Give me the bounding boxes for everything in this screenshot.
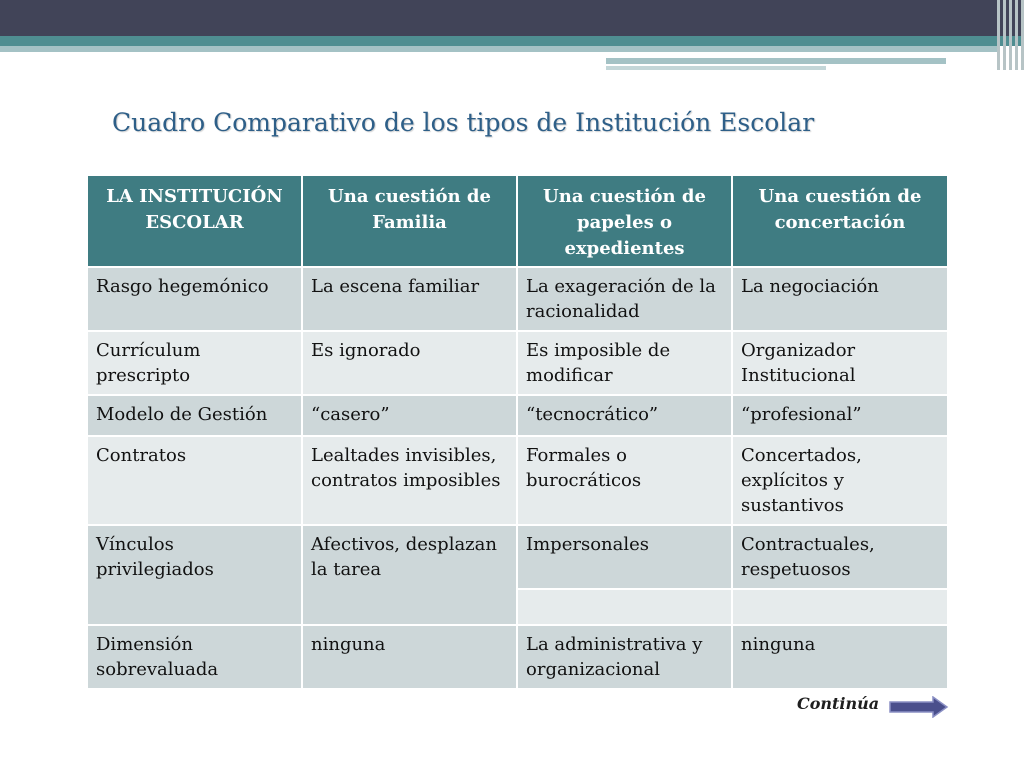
- table-cell: Contratos: [87, 436, 302, 525]
- right-arrow-icon[interactable]: [889, 696, 949, 718]
- header-cell-institucion: LA INSTITUCIÓN ESCOLAR: [87, 175, 302, 267]
- table-cell: Es ignorado: [302, 331, 517, 395]
- table-row: [87, 525, 948, 589]
- table-row: [87, 331, 948, 395]
- table-cell: Modelo de Gestión: [87, 395, 302, 436]
- table-cell: La negociación: [732, 267, 948, 331]
- table-cell-empty: [732, 589, 948, 625]
- table-cell: Impersonales: [517, 525, 732, 589]
- table-cell: La administrativa y organizacional: [517, 625, 732, 689]
- table-cell: Lealtades invisibles, contratos imposibles: [302, 436, 517, 525]
- table-cell: “casero”: [302, 395, 517, 436]
- header-cell-papeles: Una cuestión de papeles o expedientes: [517, 175, 732, 267]
- table-cell: ninguna: [302, 625, 517, 689]
- table-cell: Formales o burocráticos: [517, 436, 732, 525]
- table-row: [87, 625, 948, 689]
- comparison-table: [86, 174, 949, 690]
- continue-link[interactable]: Continúa: [797, 694, 880, 713]
- slide-title: Cuadro Comparativo de los tipos de Institución Escolar: [112, 108, 815, 137]
- corner-stripes: [994, 0, 1024, 70]
- table-cell: Vínculos privilegiados: [87, 525, 302, 625]
- table-cell: Currículum prescripto: [87, 331, 302, 395]
- table-cell: Rasgo hegemónico: [87, 267, 302, 331]
- header-bar-accent: [606, 58, 946, 64]
- header-cell-familia: Una cuestión de Familia: [302, 175, 517, 267]
- table-cell-empty: [517, 589, 732, 625]
- header-bar-dark: [0, 0, 1024, 36]
- table-cell: La escena familiar: [302, 267, 517, 331]
- table-row: [87, 395, 948, 436]
- table-cell: ninguna: [732, 625, 948, 689]
- table-cell: Dimensión sobrevaluada: [87, 625, 302, 689]
- table-cell: La exageración de la racionalidad: [517, 267, 732, 331]
- table-cell: “tecnocrático”: [517, 395, 732, 436]
- table-cell: Organizador Institucional: [732, 331, 948, 395]
- header-bar-light: [0, 46, 1000, 52]
- header-bar-teal: [0, 36, 1024, 46]
- table-cell: Afectivos, desplazan la tarea: [302, 525, 517, 625]
- table-cell: Es imposible de modificar: [517, 331, 732, 395]
- table-cell: “profesional”: [732, 395, 948, 436]
- header-bar-accent-small: [606, 66, 826, 70]
- table-cell: Contractuales, respetuosos: [732, 525, 948, 589]
- table-header-row: [87, 175, 948, 267]
- table-cell: Concertados, explícitos y sustantivos: [732, 436, 948, 525]
- table-row: [87, 436, 948, 525]
- table-row: [87, 267, 948, 331]
- header-cell-concertacion: Una cuestión de concertación: [732, 175, 948, 267]
